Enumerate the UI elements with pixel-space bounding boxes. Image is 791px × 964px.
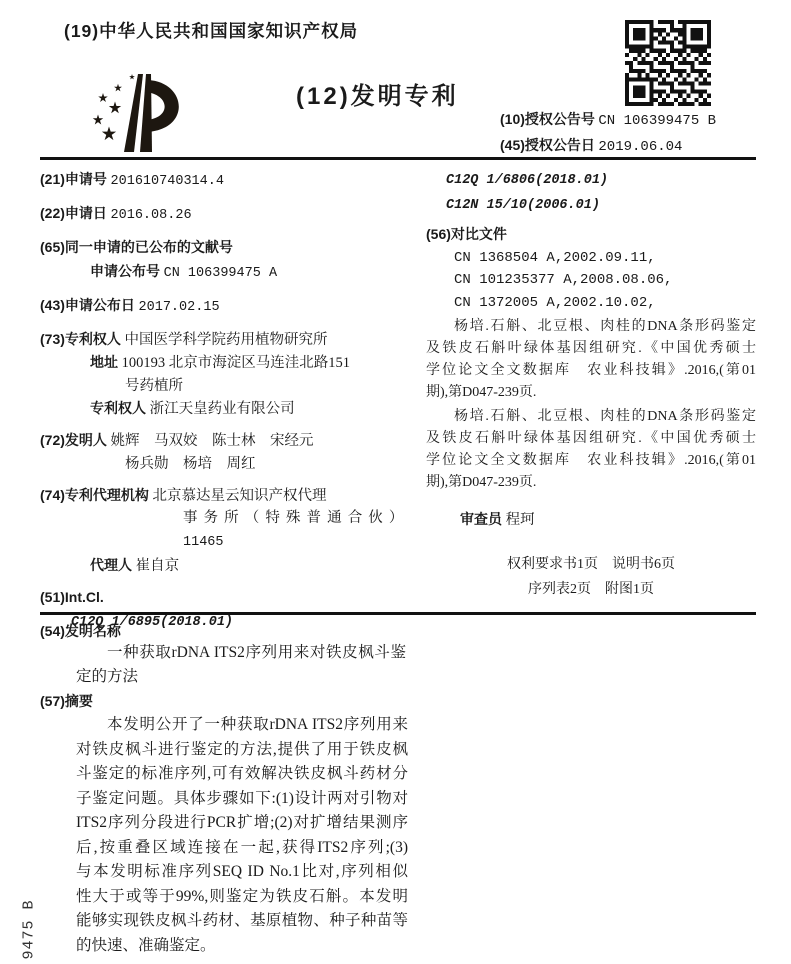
field-73 [40,328,412,421]
edge-patent-number: 9475 B [20,899,38,960]
patentee-label: (73)专利权人 [40,330,121,347]
address-label: 地址 [90,354,118,370]
npl-citation-2: 杨培.石斛、北豆根、肉桂的DNA条形码鉴定 及铁皮石斛叶绿体基因组研究.《中国优秀硕士 学位论文全文数据库 农业科技辑》.2016,(第01 期),第D047-239页. [426,409,756,490]
field-65-label: (65)同一申请的已公布的文献号 [40,239,233,255]
left-column [40,168,412,630]
title-abstract-section [40,621,756,958]
header [0,0,791,157]
field-21-label: (21)申请号 [40,171,107,187]
page-counts-line-2: 序列表2页 附图1页 [528,582,654,597]
citations-label: (56)对比文件 [426,226,507,242]
patentee-2-label: 专利权人 [90,400,146,416]
agent-label: 代理人 [90,557,132,573]
patent-office-name: (19)中华人民共和国国家知识产权局 [64,21,359,41]
right-column [412,168,756,606]
grant-date-row [500,134,716,160]
agency-line-2: 事务所（特殊普通合伙） [183,510,410,526]
npl-citation-1: 杨培.石斛、北豆根、肉桂的DNA条形码鉴定 及铁皮石斛叶绿体基因组研究.《中国优秀硕士 学位论文全文数据库 农业科技辑》.2016,(第01 期),第D047-239页. [426,319,756,400]
citation-3: CN 1372005 A,2002.10.02, [454,294,656,311]
examiner-name: 程珂 [505,512,535,528]
agency-label: (74)专利代理机构 [40,486,149,503]
citation-1: CN 1368504 A,2002.09.11, [454,249,656,266]
ipc-code-main: C12Q 1/6895(2018.01) [71,614,234,630]
field-74 [40,484,412,578]
field-43-label: (43)申请公布日 [40,296,135,313]
agency-line-1: 北京慕达星云知识产权代理 [152,487,327,504]
grant-number-value: CN 106399475 B [598,113,717,129]
prior-pub-number: CN 106399475 A [163,265,278,281]
ipc-code-2: C12Q 1/6806(2018.01) [446,173,609,188]
application-date: 2016.08.26 [110,208,192,223]
abstract-label: (57)摘要 [40,693,93,709]
citation-2: CN 101235377 A,2008.08.06, [454,272,673,288]
bibliographic-section [40,168,756,630]
invention-title: 一种获取rDNA ITS2序列用来对铁皮枫斗鉴 定的方法 [76,644,406,685]
field-22 [40,202,412,228]
examiner-label: 审查员 [460,511,502,527]
patentee-1: 中国医学科学院药用植物研究所 [124,331,328,348]
ipc-code-3: C12N 15/10(2006.01) [446,197,600,213]
abstract-text: 本发明公开了一种获取rDNA ITS2序列用来 对铁皮枫斗进行鉴定的方法,提供了用于铁皮枫 斗鉴定的标准序列,可有效解决铁皮枫斗药材分 子鉴定问题。具体步骤如下:(1)设计两对引物对 ITS2序列分段进行PCR扩增;(2)对扩增结果测序 后,按重叠区域连接在一起,获得ITS2序列;(3) 与本发明标准序列SEQ ID No.1比对,序列相似 性大于或等于99%,则鉴定为铁皮石斛。本发明 能够实现铁皮枫斗药材、基原植物、种子种苗等 的快速、准确鉴定。 [76,716,408,954]
address-continuation: 号药植所 [125,377,183,394]
field-43 [40,294,412,320]
grant-date-label: (45)授权公告日 [500,136,595,153]
agency-code: 11465 [183,534,224,550]
page-counts [426,552,756,602]
field-21 [40,168,412,194]
prior-pub-date: 2017.02.15 [138,299,220,315]
document-type-title: (12)发明专利 [296,83,459,110]
publication-info [500,108,716,159]
qr-code [625,20,711,106]
inventors-line-1: 姚辉 马双姣 陈士林 宋经元 [110,433,314,449]
field-22-label: (22)申请日 [40,205,107,221]
grant-number-row [500,108,716,134]
int-cl-label: (51)Int.Cl. [40,589,104,605]
inventors-line-2: 杨兵勋 杨培 周红 [125,455,256,472]
address-value: 100193 北京市海淀区马连洼北路151 [121,355,350,371]
patentee-2: 浙江天皇药业有限公司 [149,401,295,417]
page-counts-line-1: 权利要求书1页 说明书6页 [507,557,675,572]
application-number: 201610740314.4 [110,174,224,189]
prior-pub-number-label: 申请公布号 [90,262,160,279]
examiner-row [426,508,756,532]
field-72 [40,429,412,475]
agent-name: 崔自京 [135,558,180,574]
field-65 [40,236,412,285]
grant-number-label: (10)授权公告号 [500,111,595,127]
invention-title-label: (54)发明名称 [40,623,121,639]
inventors-label: (72)发明人 [40,432,107,448]
cnipa-logo-icon [88,70,208,163]
grant-date-value: 2019.06.04 [598,138,683,155]
